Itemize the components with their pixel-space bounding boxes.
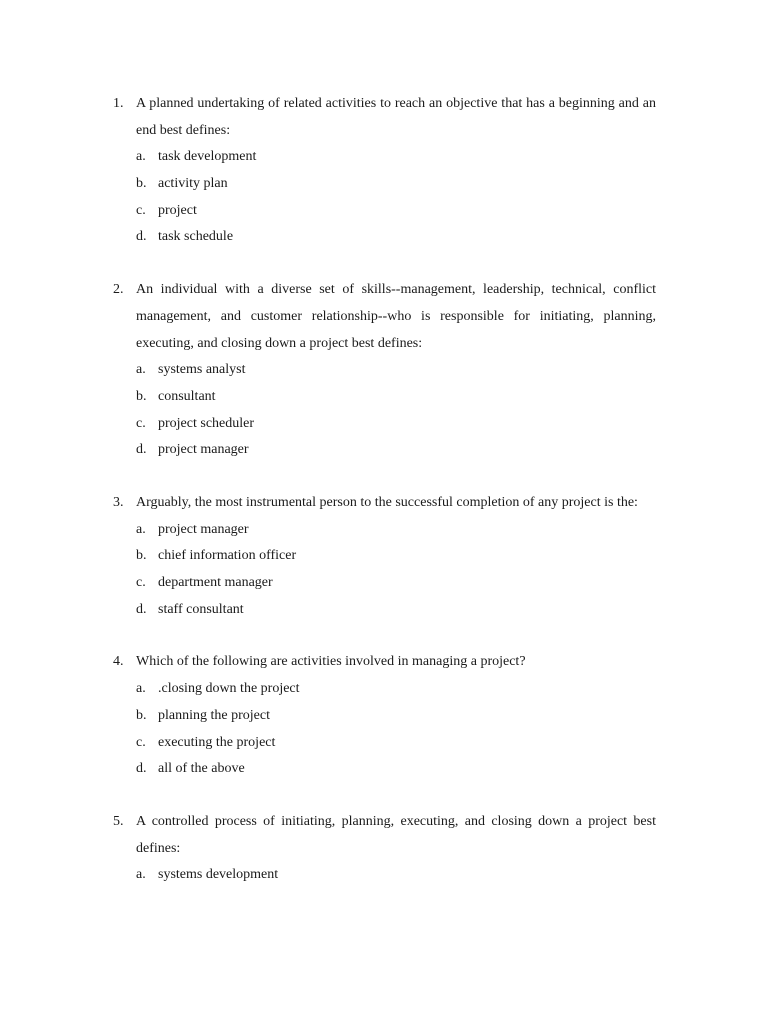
option-letter: d.	[136, 761, 147, 777]
option-letter: b.	[136, 388, 147, 404]
answer-option	[0, 676, 768, 703]
option-letter: a.	[136, 149, 146, 165]
question-number: 5.	[113, 813, 124, 829]
question-number: 3.	[113, 495, 124, 511]
option-letter: c.	[136, 734, 146, 750]
question-text: A controlled process of initiating, planning, executing, and closing down a project best defines:	[136, 813, 656, 856]
option-text: project manager	[158, 521, 249, 537]
option-letter: c.	[136, 415, 146, 431]
answer-option	[0, 730, 768, 757]
question-text: Arguably, the most instrumental person to the successful completion of any project is the:	[136, 495, 638, 511]
question-text: An individual with a diverse set of skills--management, leadership, technical, conflict management, and customer relationship--who is responsible for initiating, planning, executing, and closing down a project best defines:	[136, 282, 656, 351]
option-text: executing the project	[158, 734, 276, 750]
answer-option	[0, 411, 768, 438]
question-number: 2.	[113, 282, 124, 298]
question-5	[0, 809, 768, 889]
option-text: consultant	[158, 388, 216, 404]
answer-options	[0, 357, 768, 464]
answer-option	[0, 357, 768, 384]
answer-option	[0, 437, 768, 464]
option-letter: d.	[136, 601, 147, 617]
answer-option	[0, 144, 768, 171]
option-text: task development	[158, 149, 257, 165]
question-3	[0, 490, 768, 623]
option-text: department manager	[158, 575, 273, 591]
answer-option	[0, 384, 768, 411]
answer-option	[0, 198, 768, 225]
question-text: A planned undertaking of related activities to reach an objective that has a beginning and an end best defines:	[136, 96, 656, 138]
option-letter: b.	[136, 176, 147, 192]
answer-option	[0, 703, 768, 730]
answer-option	[0, 171, 768, 198]
question-number: 1.	[113, 96, 124, 111]
question-4	[0, 649, 768, 782]
option-text: systems analyst	[158, 362, 246, 378]
option-text: activity plan	[158, 176, 228, 192]
option-letter: a.	[136, 867, 146, 883]
question-number: 4.	[113, 654, 124, 670]
answer-option	[0, 224, 768, 251]
option-letter: d.	[136, 229, 147, 245]
answer-options	[0, 676, 768, 783]
document-page	[0, 91, 768, 889]
option-letter: b.	[136, 548, 147, 564]
option-letter: b.	[136, 707, 147, 723]
option-text: .closing down the project	[158, 681, 300, 697]
option-letter: c.	[136, 202, 146, 218]
option-letter: a.	[136, 521, 146, 537]
answer-options	[0, 144, 768, 251]
option-text: chief information officer	[158, 548, 297, 564]
option-text: project	[158, 202, 197, 218]
option-text: systems development	[158, 867, 279, 883]
answer-option	[0, 597, 768, 624]
option-letter: a.	[136, 681, 146, 697]
answer-option	[0, 862, 768, 889]
answer-option	[0, 517, 768, 544]
option-letter: a.	[136, 362, 146, 378]
option-letter: c.	[136, 575, 146, 591]
question-1	[0, 91, 768, 251]
option-letter: d.	[136, 442, 147, 458]
question-text: Which of the following are activities involved in managing a project?	[136, 654, 526, 670]
option-text: task schedule	[158, 229, 234, 245]
answer-option	[0, 570, 768, 597]
option-text: all of the above	[158, 761, 245, 777]
option-text: project scheduler	[158, 415, 255, 431]
option-text: staff consultant	[158, 601, 244, 617]
option-text: planning the project	[158, 707, 270, 723]
answer-option	[0, 543, 768, 570]
answer-options	[0, 517, 768, 624]
question-2	[0, 277, 768, 464]
answer-options	[0, 862, 768, 889]
option-text: project manager	[158, 442, 249, 458]
answer-option	[0, 756, 768, 783]
